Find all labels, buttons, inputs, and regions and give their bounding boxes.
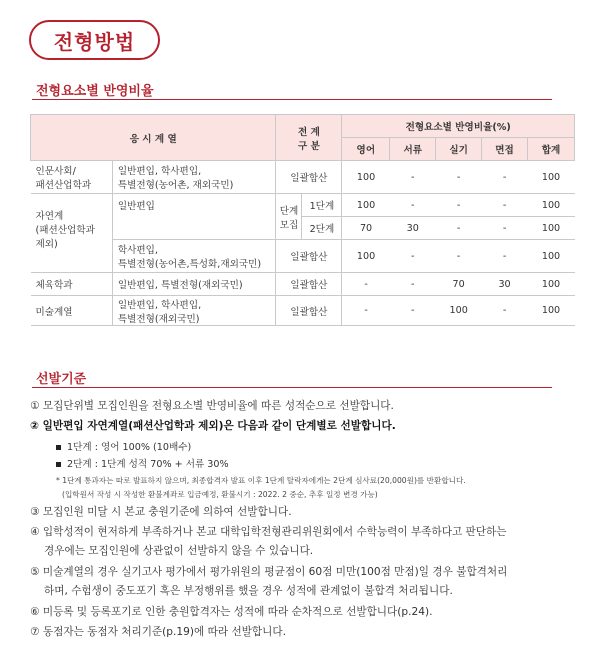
interview-cell: - xyxy=(482,194,528,217)
english-cell: 100 xyxy=(342,161,390,194)
refund-note: * 1단계 통과자는 따로 발표하지 않으며, 최종합격자 발표 이후 1단계 탈락자에게는 2단계 심사료(20,000원)를 반환합니다. xyxy=(56,476,466,485)
method-cell: 일괄합산 xyxy=(276,240,342,273)
criteria-item-4: ④ 입학성적이 현저하게 부족하거나 본교 대학입학전형관리위원회에서 수학능력이 부족하다고 판단하는 xyxy=(30,526,507,538)
method-cell: 일괄합산 xyxy=(276,296,342,326)
type-cell: 일반편입 xyxy=(112,194,276,240)
method-cell: 일괄합산 xyxy=(276,273,342,296)
total-cell: 100 xyxy=(528,296,575,326)
dept-cell: 체육학과 xyxy=(31,273,113,296)
interview-cell: - xyxy=(482,161,528,194)
criteria-item-5-cont: 하며, 수험생이 중도포기 혹은 부정행위를 했을 경우 성적에 관계없이 불합격 처리됩니다. xyxy=(44,585,453,597)
page-title: 전형방법 xyxy=(29,20,160,60)
interview-cell: - xyxy=(482,296,528,326)
english-cell: - xyxy=(342,296,390,326)
total-cell: 100 xyxy=(528,240,575,273)
section-divider xyxy=(32,99,552,100)
documents-cell: - xyxy=(390,194,436,217)
practical-cell: - xyxy=(436,240,482,273)
header-interview: 면접 xyxy=(482,138,528,161)
criteria-item-7: ⑦ 동점자는 동점자 처리기준(p.19)에 따라 선발합니다. xyxy=(30,626,286,638)
header-english: 영어 xyxy=(342,138,390,161)
header-practical: 실기 xyxy=(436,138,482,161)
criteria-item-4-cont: 경우에는 모집인원에 상관없이 선발하지 않을 수 있습니다. xyxy=(44,545,314,557)
documents-cell: - xyxy=(390,161,436,194)
table-row xyxy=(31,273,575,296)
documents-cell: 30 xyxy=(390,217,436,240)
method-cell: 일괄합산 xyxy=(276,161,342,194)
header-applicant-field: 응 시 계 열 xyxy=(31,115,276,161)
section-divider xyxy=(32,387,552,388)
type-cell: 일반편입, 특별전형(재외국민) xyxy=(112,273,276,296)
dept-cell: 자연계 (패션산업학과 제외) xyxy=(31,194,113,273)
english-cell: 70 xyxy=(342,217,390,240)
practical-cell: - xyxy=(436,217,482,240)
section-title-criteria: 선발기준 xyxy=(36,372,87,387)
table-row xyxy=(31,240,575,273)
stage-1-cell: 1단계 xyxy=(302,194,342,217)
criteria-item-5: ⑤ 미술계열의 경우 실기고사 평가에서 평가위원의 평균점이 60점 미만(100점 만점)일 경우 불합격처리 xyxy=(30,566,508,578)
practical-cell: 100 xyxy=(436,296,482,326)
bullet-square-icon xyxy=(56,445,61,450)
criteria-item-1: ① 모집단위별 모집인원을 전형요소별 반영비율에 따른 성적순으로 선발합니다. xyxy=(30,400,394,412)
stage-2-cell: 2단계 xyxy=(302,217,342,240)
dept-cell: 인문사회/ 패션산업학과 xyxy=(31,161,113,194)
header-stage-category: 전 계 구 분 xyxy=(276,115,342,161)
criteria-item-3: ③ 모집인원 미달 시 본교 충원기준에 의하여 선발합니다. xyxy=(30,506,292,518)
header-ratio-group: 전형요소별 반영비율(%) xyxy=(342,115,575,138)
type-cell: 학사편입, 특별전형(농어촌,특성화,재외국민) xyxy=(112,240,276,273)
stage-label-cell: 단계 모집 xyxy=(276,194,302,240)
dept-cell: 미술계열 xyxy=(31,296,113,326)
total-cell: 100 xyxy=(528,217,575,240)
bullet-square-icon xyxy=(56,462,61,467)
english-cell: 100 xyxy=(342,240,390,273)
english-cell: 100 xyxy=(342,194,390,217)
english-cell: - xyxy=(342,273,390,296)
practical-cell: 70 xyxy=(436,273,482,296)
ratio-table xyxy=(30,114,575,326)
criteria-item-6: ⑥ 미등록 및 등록포기로 인한 충원합격자는 성적에 따라 순차적으로 선발합니다(p.24). xyxy=(30,606,433,618)
header-documents: 서류 xyxy=(390,138,436,161)
documents-cell: - xyxy=(390,240,436,273)
header-total: 합계 xyxy=(528,138,575,161)
table-row xyxy=(31,161,575,194)
section-title-ratio: 전형요소별 반영비율 xyxy=(36,84,154,99)
total-cell: 100 xyxy=(528,161,575,194)
total-cell: 100 xyxy=(528,194,575,217)
documents-cell: - xyxy=(390,296,436,326)
stage-1-line: 1단계 : 영어 100% (10배수) xyxy=(56,439,191,453)
practical-cell: - xyxy=(436,161,482,194)
practical-cell: - xyxy=(436,194,482,217)
documents-cell: - xyxy=(390,273,436,296)
table-row xyxy=(31,194,575,217)
stage-2-line: 2단계 : 1단계 성적 70% + 서류 30% xyxy=(56,456,229,470)
criteria-item-2: ② 일반편입 자연계열(패션산업학과 제외)은 다음과 같이 단계별로 선발합니다. xyxy=(30,420,396,432)
interview-cell: - xyxy=(482,240,528,273)
type-cell: 일반편입, 학사편입, 특별전형(재외국민) xyxy=(112,296,276,326)
interview-cell: - xyxy=(482,217,528,240)
interview-cell: 30 xyxy=(482,273,528,296)
total-cell: 100 xyxy=(528,273,575,296)
refund-note-detail: (입학원서 작성 시 작성한 환불계좌로 입금예정, 환불시기 : 2022. 2 중순, 추후 일정 변경 가능) xyxy=(62,490,378,499)
type-cell: 일반편입, 학사편입, 특별전형(농어촌, 재외국민) xyxy=(112,161,276,194)
table-row xyxy=(31,296,575,326)
